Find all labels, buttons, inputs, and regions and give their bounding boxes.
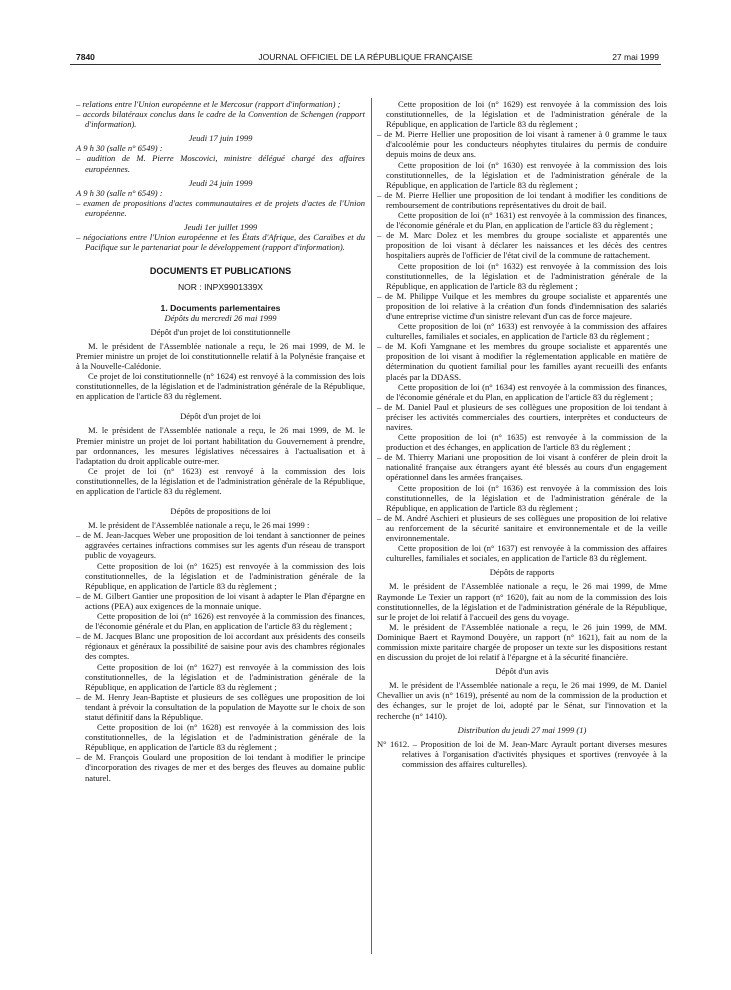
left-paragraph: NOR : INPX9901339X (177, 282, 264, 293)
right-paragraph: – de M. Thierry Mariani une proposition de loi visant à conférer de plein droit la nationalité française aux étrangers ayant été blessés au cours d'un engagement opérationnel dans les armées françaises. (377, 452, 667, 483)
left-paragraph: – de M. François Goulard une proposition de loi tendant à modifier le principe d'incorporation des rivages de mer et des berges des fleuves au domaine public naturel. (76, 752, 365, 783)
left-paragraph: Dépôt d'un projet de loi constitutionnelle (150, 326, 291, 337)
left-paragraph: – négociations entre l'Union européenne et les États d'Afrique, des Caraïbes et du Pacifique sur le partenariat pour le développement (rapport d'information). (76, 232, 365, 253)
right-paragraph: N° 1612. – Proposition de loi de M. Jean-Marc Ayrault portant diverses mesures relatives à l'organisation d'activités physiques et sportives (renvoyée à la commission des affaires culturelles). (377, 738, 667, 769)
right-paragraph: Cette proposition de loi (n° 1637) est renvoyée à la commission des affaires culturelles, familiales et sociales, en application de l'article 83 du règlement. (386, 543, 667, 564)
left-paragraph: Jeudi 17 juin 1999 (188, 133, 253, 144)
right-paragraph: Dépôt d'un avis (495, 666, 549, 677)
left-paragraph: M. le président de l'Assemblée nationale a reçu, le 26 mai 1999, de M. le Premier ministre un projet de loi constitutionnelle relatif à la Polynésie française et à la Nouvelle-Calédonie. (76, 340, 365, 371)
left-paragraph: Ce projet de loi constitutionnelle (n° 1624) est renvoyé à la commission des lois constitutionnelles, de la législation et de l'administration générale de la République, en application de l'article 83 du règlement. (76, 371, 365, 402)
right-paragraph: – de M. André Aschieri et plusieurs de ses collègues une proposition de loi relative au renforcement de la sécurité sanitaire et environnementale et de la veille environnementale. (377, 512, 667, 544)
right-paragraph: – de M. Kofi Yamgnane et les membres du groupe socialiste et apparentés une proposition de loi visant à modifier la réglementation applicable en matière de détermination du quotient familial pour les familles ayant recueilli des enfants placés par la DDASS. (377, 341, 667, 382)
column-divider (371, 98, 372, 954)
right-paragraph: – de M. Daniel Paul et plusieurs de ses collègues une proposition de loi tendant à préciser les activités commerciales des courtiers, interprètes et conducteurs de navires. (377, 401, 667, 432)
right-paragraph: M. le président de l'Assemblée nationale a reçu, le 26 mai 1999, de M. Daniel Chevallier un avis (n° 1619), présenté au nom de la commission de la production et des échanges, sur le projet de loi, adopté par le Sénat, sur l'innovation et la recherche (n° 1410). (377, 680, 667, 721)
left-paragraph: – de M. Gilbert Gantier une proposition de loi visant à adapter le Plan d'épargne en actions (PEA) aux exigences de la monnaie unique. (76, 590, 365, 611)
left-paragraph: Jeudi 1er juillet 1999 (183, 222, 258, 233)
left-paragraph: 1. Documents parlementaires (160, 302, 281, 313)
right-column (377, 99, 667, 769)
left-paragraph: Cette proposition de loi (n° 1625) est renvoyée à la commission des lois constitutionnelles, de la législation et de l'administration générale de la République, en application de l'article 83 du règlement ; (85, 560, 365, 591)
left-paragraph: A 9 h 30 (salle n° 6549) : (76, 187, 163, 198)
left-paragraph: Ce projet de loi (n° 1623) est renvoyé à la commission des lois constitutionnelles, de la législation et de l'administration générale de la République, en application de l'article 83 du règlement. (76, 465, 365, 496)
left-paragraph: Cette proposition de loi (n° 1628) est renvoyée à la commission des lois constitutionnelles, de la législation et de l'administration générale de la République, en application de l'article 83 du règlement ; (85, 722, 365, 753)
header-rule (70, 64, 661, 65)
right-paragraph: M. le président de l'Assemblée nationale a reçu, le 26 mai 1999, de Mme Raymonde Le Texier un rapport (n° 1620), fait au nom de la commission des lois constitutionnelles, de la législation et de l'administration générale de la République, sur le projet de loi relatif à l'accueil des gens du voyage. (377, 581, 667, 622)
left-paragraph: Dépôts du mercredi 26 mai 1999 (164, 312, 277, 323)
right-paragraph: Distribution du jeudi 27 mai 1999 (1) (457, 724, 587, 735)
left-paragraph: M. le président de l'Assemblée nationale a reçu, le 26 mai 1999 : (88, 520, 310, 531)
left-paragraph: DOCUMENTS ET PUBLICATIONS (149, 266, 292, 277)
right-paragraph: Cette proposition de loi (n° 1633) est renvoyée à la commission des affaires culturelles, familiales et sociales, en application de l'article 83 du règlement ; (386, 321, 667, 342)
left-paragraph: M. le président de l'Assemblée nationale a reçu, le 26 mai 1999, de M. le Premier ministre un projet de loi portant habilitation du Gouvernement à prendre, par ordonnances, les mesures législatives nécessaires à l'actualisation et à l'adaptation du droit applicable outre-mer. (76, 425, 365, 466)
left-paragraph: – de M. Jacques Blanc une proposition de loi accordant aux présidents des conseils régionaux et généraux la possibilité de saisine pour avis des chambres régionales des comptes. (76, 631, 365, 662)
issue-date: 27 mai 1999 (612, 52, 659, 62)
right-paragraph: Cette proposition de loi (n° 1635) est renvoyée à la commission de la production et des échanges, en application de l'article 83 du règlement ; (386, 432, 667, 453)
left-paragraph: – de M. Jean-Jacques Weber une proposition de loi tendant à sanctionner de peines aggravées certaines infractions commises sur les agents d'un réseau de transport public de voyageurs. (76, 530, 365, 561)
right-paragraph: Cette proposition de loi (n° 1632) est renvoyée à la commission des lois constitutionnelles, de la législation et de l'administration générale de la République, en application de l'article 83 du règlement ; (386, 260, 667, 291)
right-paragraph: Cette proposition de loi (n° 1630) est renvoyée à la commission des lois constitutionnelles, de la législation et de l'administration générale de la République, en application de l'article 83 du règlement ; (386, 159, 667, 190)
left-paragraph: A 9 h 30 (salle n° 6549) : (76, 143, 163, 154)
right-paragraph: – de M. Pierre Hellier une proposition de loi visant à ramener à 0 gramme le taux d'alcoolémie pour les conducteurs néophytes titulaires du permis de conduire depuis moins de deux ans. (377, 129, 667, 160)
left-paragraph: Cette proposition de loi (n° 1626) est renvoyée à la commission des finances, de l'économie générale et du Plan, en application de l'article 83 du règlement ; (85, 611, 365, 632)
left-paragraph: – audition de M. Pierre Moscovici, ministre délégué chargé des affaires européennes. (76, 153, 365, 174)
journal-title: JOURNAL OFFICIEL DE LA RÉPUBLIQUE FRANÇAISE (258, 52, 473, 62)
right-paragraph: Cette proposition de loi (n° 1636) est renvoyée à la commission des lois constitutionnelles, de la législation et de l'administration générale de la République, en application de l'article 83 du règlement ; (386, 482, 667, 513)
right-paragraph: M. le président de l'Assemblée nationale a reçu, le 26 juin 1999, de MM. Dominique Baert et Raymond Douyère, un rapport (n° 1621), fait au nom de la commission mixte paritaire chargée de proposer un texte sur les dispositions restant en discussion du projet de loi relatif à l'épargne et à la sécurité financière. (377, 621, 667, 663)
right-paragraph: Cette proposition de loi (n° 1631) est renvoyée à la commission des finances, de l'économie générale et du Plan, en application de l'article 83 du règlement ; (386, 210, 667, 231)
left-paragraph: – examen de propositions d'actes communautaires et de projets d'actes de l'Union européenne. (76, 197, 365, 218)
left-paragraph: Cette proposition de loi (n° 1627) est renvoyée à la commission des lois constitutionnelles, de la législation et de l'administration générale de la République, en application de l'article 83 du règlement ; (85, 661, 365, 692)
left-paragraph: Dépôts de propositions de loi (170, 506, 271, 517)
left-column (76, 99, 365, 783)
right-paragraph: Dépôts de rapports (489, 567, 555, 578)
right-paragraph: Cette proposition de loi (n° 1629) est renvoyée à la commission des lois constitutionnelles, de la législation et de l'administration générale de la République, en application de l'article 83 du règlement ; (386, 99, 667, 130)
left-paragraph: – de M. Henry Jean-Baptiste et plusieurs de ses collègues une proposition de loi tendant à prévoir la consultation de la population de Mayotte sur le choix de son statut définitif dans la République. (76, 691, 365, 722)
left-paragraph: – relations entre l'Union européenne et le Mercosur (rapport d'information) ; (76, 99, 341, 109)
page-number: 7840 (76, 52, 95, 62)
left-paragraph: Jeudi 24 juin 1999 (188, 177, 253, 188)
right-paragraph: – de M. Pierre Hellier une proposition de loi tendant à modifier les conditions de remboursement de contributions représentatives du droit de bail. (377, 189, 667, 210)
right-paragraph: Cette proposition de loi (n° 1634) est renvoyée à la commission des finances, de l'économie générale et du Plan, en application de l'article 83 du règlement ; (386, 381, 667, 402)
right-paragraph: – de M. Philippe Vuilque et les membres du groupe socialiste et apparentés une proposition de loi relative à la création d'un fonds d'indemnisation des salariés d'une entreprise victime d'un sinistre relevant d'un cas de force majeure. (377, 290, 667, 321)
right-paragraph: – de M. Marc Dolez et les membres du groupe socialiste et apparentés une proposition de loi visant à déclarer les naissances et les décès des centres hospitaliers auprès de l'officier de l'état civil de la commune de rattachement. (377, 230, 667, 261)
left-paragraph: Dépôt d'un projet de loi (180, 411, 261, 422)
left-paragraph: – accords bilatéraux conclus dans le cadre de la Convention de Schengen (rapport d'information). (76, 109, 365, 130)
